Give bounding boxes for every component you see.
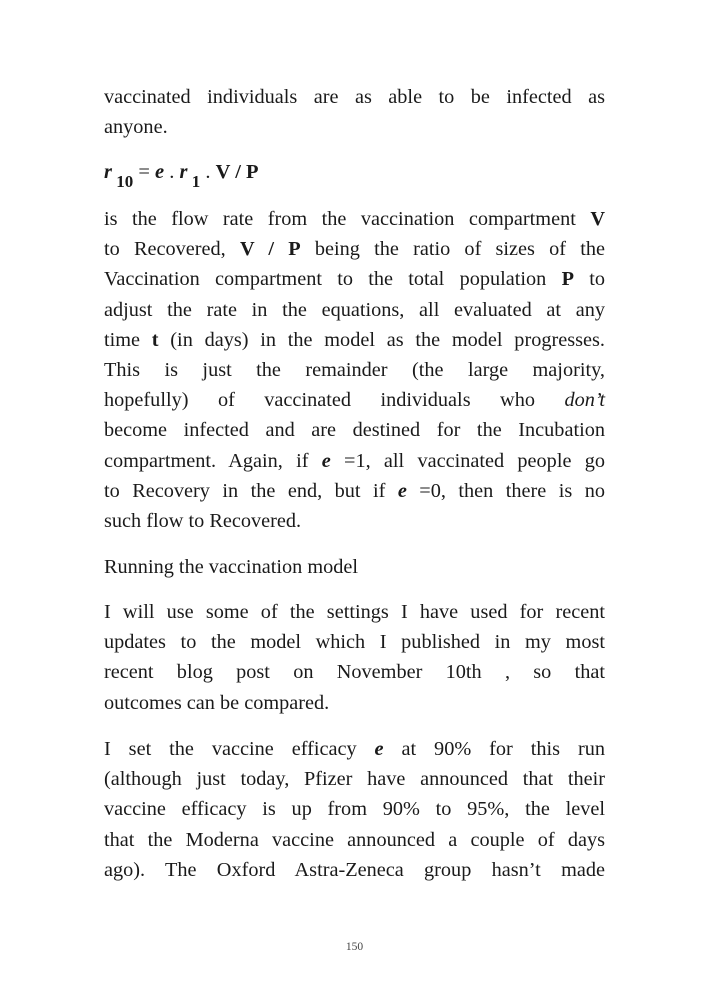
- eq-dot-1: .: [164, 161, 180, 183]
- symbol-e: e: [374, 738, 384, 760]
- page-number: 150: [345, 941, 364, 953]
- paragraph-3-line-2: updates to the model which I published in my most: [104, 631, 605, 654]
- paragraph-2-line-1: [104, 204, 605, 234]
- text: to Recovery in the end, but if: [104, 479, 398, 502]
- paragraph-4-line-1: [104, 734, 605, 764]
- section-heading: Running the vaccination model: [104, 556, 359, 578]
- paragraph-2-line-3: [104, 264, 605, 294]
- paragraph-2-line-4: adjust the rate in the equations, all evaluated at any: [104, 298, 605, 321]
- paragraph-2-line-11: such flow to Recovered.: [104, 510, 302, 533]
- equation-r10: [104, 157, 259, 191]
- eq-sub-1: 1: [191, 172, 201, 191]
- paragraph-3-line-3: recent blog post on November 10th , so that: [104, 661, 605, 684]
- text: (in days) in the model as the model progresses.: [158, 328, 605, 351]
- text: is the flow rate from the vaccination compartment: [104, 208, 591, 230]
- paragraph-3-line-4: outcomes can be compared.: [104, 691, 330, 714]
- eq-rhs: V / P: [215, 161, 259, 183]
- paragraph-1-line-2: anyone.: [104, 116, 168, 139]
- symbol-t: t: [151, 328, 159, 351]
- emphasis-dont: don’t: [564, 389, 605, 412]
- text: compartment. Again, if: [104, 449, 322, 472]
- eq-r: r: [104, 161, 112, 183]
- paragraph-2-line-7: [104, 385, 605, 415]
- eq-sub-10: 10: [116, 172, 134, 191]
- symbol-e: e: [321, 449, 331, 472]
- paragraph-2-line-6: This is just the remainder (the large majority,: [104, 359, 605, 382]
- paragraph-4: [104, 734, 605, 885]
- text: I set the vaccine efficacy: [104, 738, 375, 760]
- paragraph-2: [104, 204, 605, 536]
- text: =1, all vaccinated people go: [330, 449, 605, 472]
- symbol-v: V: [590, 208, 605, 230]
- paragraph-4-line-4: that the Moderna vaccine announced a couple of days: [104, 828, 605, 851]
- paragraph-1-line-1: vaccinated individuals are as able to be infected as: [104, 86, 605, 108]
- text: Vaccination compartment to the total population: [104, 268, 562, 291]
- paragraph-2-line-8: become infected and are destined for the Incubation: [104, 419, 605, 442]
- paragraph-2-line-5: [104, 325, 605, 355]
- eq-e: e: [155, 161, 165, 183]
- text: time: [104, 328, 152, 351]
- text: to Recovered,: [104, 238, 240, 261]
- paragraph-4-line-3: vaccine efficacy is up from 90% to 95%, the level: [104, 798, 605, 821]
- symbol-v-over-p: V / P: [239, 238, 301, 261]
- paragraph-3: [104, 597, 605, 718]
- paragraph-1: [104, 82, 605, 142]
- text: =0, then there is no: [406, 479, 606, 502]
- symbol-e: e: [397, 479, 407, 502]
- eq-equals: =: [133, 161, 156, 183]
- paragraph-2-line-9: [104, 446, 605, 476]
- paragraph-3-line-1: I will use some of the settings I have used for recent: [104, 601, 605, 623]
- text: at 90% for this run: [383, 738, 605, 760]
- symbol-p: P: [561, 268, 574, 291]
- eq-dot-2: .: [200, 161, 216, 183]
- eq-r2: r: [179, 161, 188, 183]
- text: being the ratio of sizes of the: [300, 238, 606, 261]
- text: to: [573, 268, 605, 291]
- paragraph-2-line-2: [104, 234, 605, 264]
- paragraph-4-line-2: (although just today, Pfizer have announced that their: [104, 768, 605, 791]
- text: hopefully) of vaccinated individuals who: [104, 389, 565, 412]
- paragraph-4-line-5: ago). The Oxford Astra-Zeneca group hasn’t made: [104, 858, 605, 881]
- paragraph-2-line-10: [104, 476, 605, 506]
